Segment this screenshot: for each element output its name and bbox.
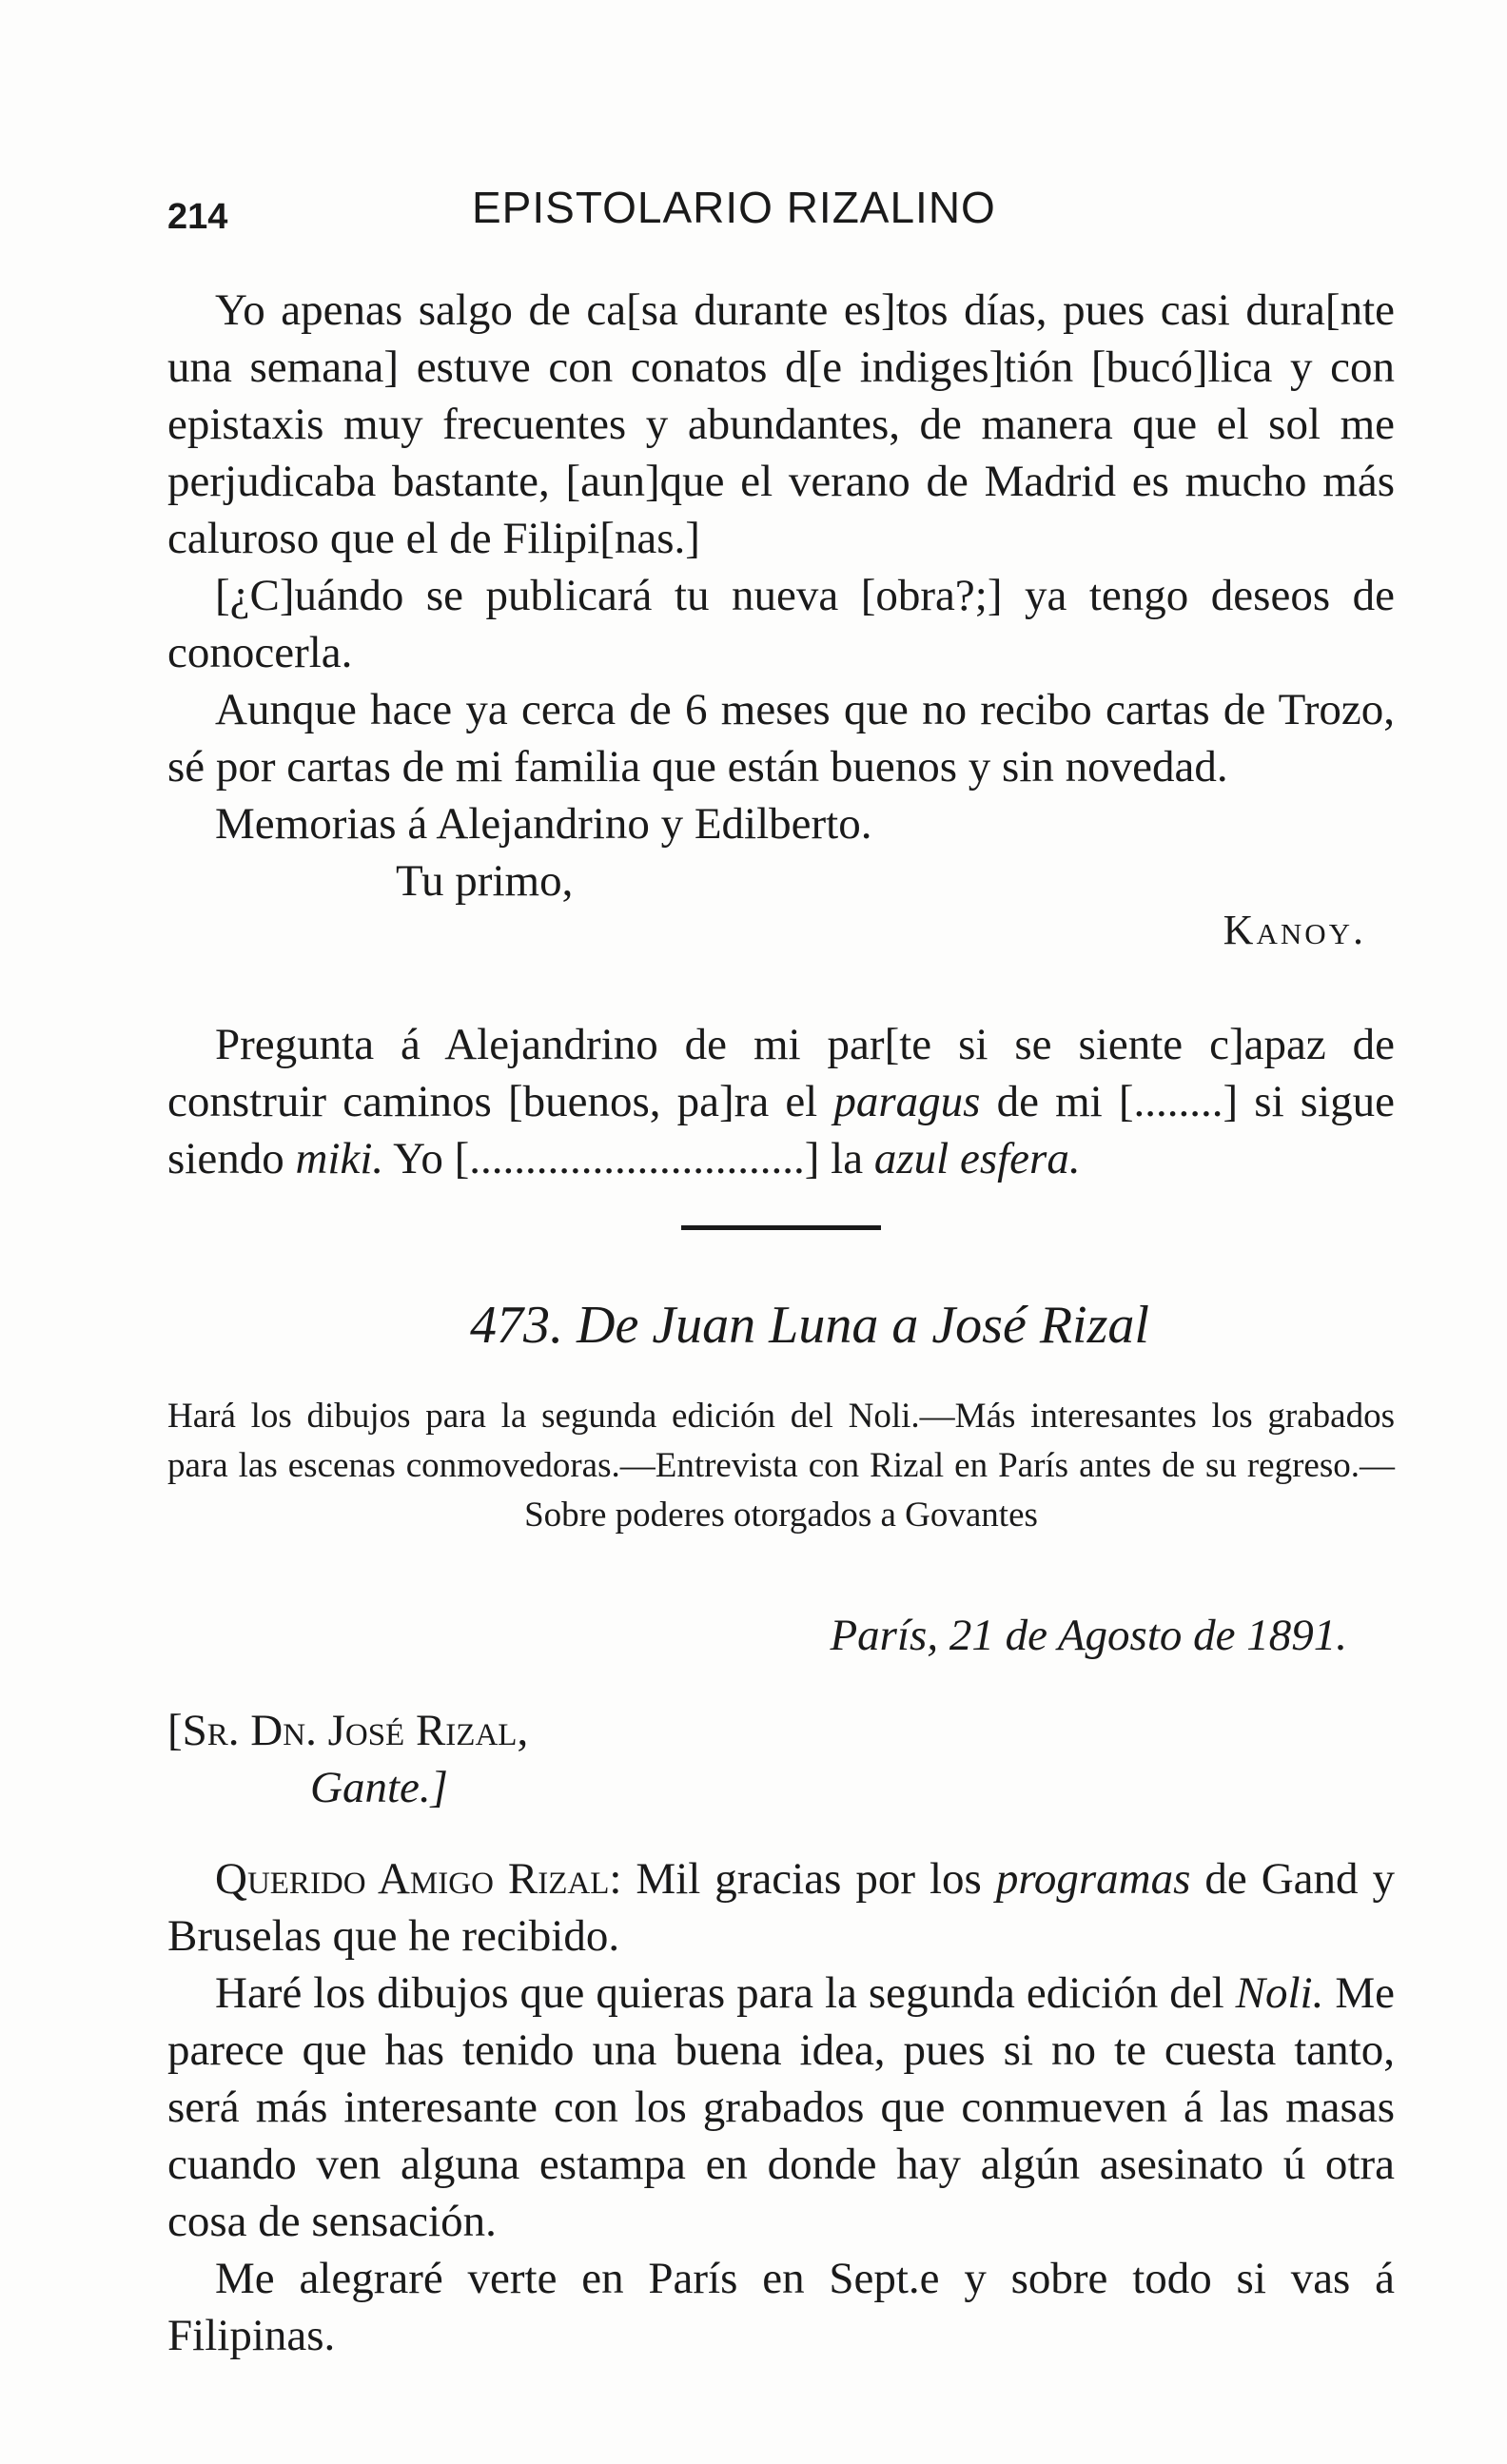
letter2-address-line2: Gante.] xyxy=(310,1763,448,1812)
letter2-salutation: Querido Amigo Rizal: xyxy=(215,1854,622,1904)
paragraph2-italic: Noli. xyxy=(1235,1968,1324,2018)
letter2-dateline: París, 21 de Agosto de 1891. xyxy=(830,1611,1347,1660)
letter2-heading: 473. De Juan Luna a José Rizal xyxy=(470,1296,1149,1355)
paragraph1-text-2: de Gand y Bruselas que he recibido. xyxy=(167,1854,1395,1961)
postscript-text-2: de mi [........] si sigue siendo xyxy=(167,1077,1395,1183)
letter2-address-line1: [Sr. Dn. José Rizal, xyxy=(167,1706,529,1755)
letter2-paragraph2 xyxy=(167,1965,1395,2250)
postscript-italic-2: miki. xyxy=(295,1134,384,1183)
letter1-signature: Kanoy. xyxy=(1223,907,1366,953)
letter2-summary: Hará los dibujos para la segunda edición del Noli.—Más interesantes los grabados para las escenas conmovedoras.—Entrevista con Rizal en París antes de su regreso.—Sobre poderes otorgados a Govantes xyxy=(167,1397,1395,1535)
letter1-paragraph1: Yo apenas salgo de ca[sa durante es]tos días, pues casi dura[nte una semana] estuve con conatos d[e indiges]tión [bucó]lica y con epistaxis muy frecuentes y abundantes, de manera que el sol me perjudicaba bastante, [aun]que el verano de Madrid es mucho más caluroso que el de Filipi[nas.] xyxy=(167,285,1395,563)
postscript-italic-3: azul esfera. xyxy=(873,1134,1081,1183)
letter1-closing: Tu primo, xyxy=(396,856,574,906)
letter2-paragraph3: Me alegraré verte en París en Sept.e y sobre todo si vas á Filipinas. xyxy=(167,2254,1395,2360)
book-title: EPISTOLARIO RIZALINO xyxy=(472,183,996,232)
text-column xyxy=(167,171,1395,2364)
letter1-paragraph3: Aunque hace ya cerca de 6 meses que no recibo cartas de Trozo, sé por cartas de mi familia que están buenos y sin novedad. xyxy=(167,685,1395,792)
page-number: 214 xyxy=(167,197,228,237)
letter1-postscript xyxy=(167,1016,1395,1187)
letter2-paragraph1 xyxy=(167,1850,1395,1965)
running-head xyxy=(167,171,1395,247)
letter1-paragraph2: [¿C]uándo se publicará tu nueva [obra?;] ya tengo deseos de conocerla. xyxy=(167,571,1395,677)
postscript-text-1: Pregunta á Alejandrino de mi par[te si se siente c]apaz de construir caminos [buenos, pa]ra el xyxy=(167,1020,1395,1126)
paragraph2-text-2: Me parece que has tenido una buena idea, pues si no te cuesta tanto, será más interesante con los grabados que conmueven á las masas cuando ven alguna estampa en donde hay algún asesinato ú otra cosa de sensación. xyxy=(167,1968,1396,2246)
section-divider xyxy=(681,1225,881,1230)
letter1-paragraph4: Memorias á Alejandrino y Edilberto. xyxy=(215,799,872,849)
postscript-text-3: Yo [..............................] la xyxy=(383,1134,874,1183)
paragraph1-text-1: Mil gracias por los xyxy=(621,1854,996,1904)
paragraph2-text-1: Haré los dibujos que quieras para la segunda edición del xyxy=(215,1968,1236,2018)
postscript-italic-1: paragus xyxy=(833,1077,981,1126)
paragraph1-italic: programas xyxy=(995,1854,1191,1904)
